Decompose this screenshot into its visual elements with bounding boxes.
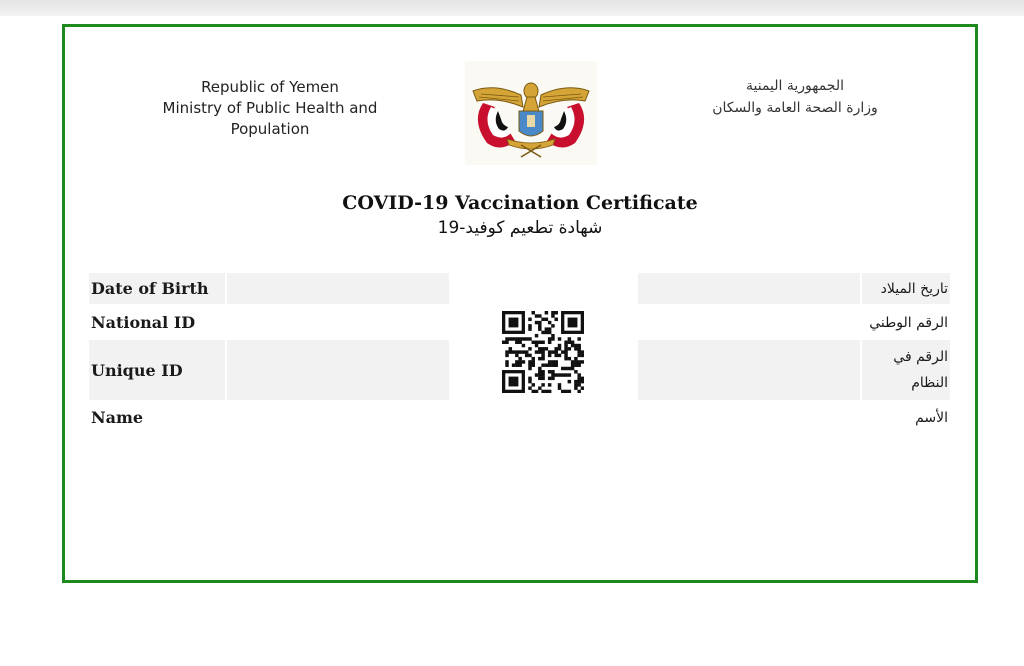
dob-label-en: Date of Birth (89, 273, 225, 304)
dob-label-ar: تاريخ الميلاد (862, 273, 950, 304)
header-en-country: Republic of Yemen (201, 78, 339, 96)
header-en-ministry-cont: Population (230, 120, 310, 138)
window-top-bar (0, 0, 1024, 16)
unique-id-label-ar-line1: الرقم في (893, 349, 948, 365)
unique-id-label-ar (862, 340, 950, 400)
national-id-label-en: National ID (91, 313, 196, 332)
header-english (160, 77, 380, 140)
unique-id-value-field (227, 340, 449, 400)
certificate-title-ar: شهادة تطعيم كوفيد-19 (437, 218, 603, 238)
qr-code-icon (502, 311, 584, 393)
header-arabic (665, 75, 925, 119)
unique-id-label-ar-line2: النظام (911, 375, 948, 391)
certificate-frame (62, 24, 978, 583)
dob-value-field (227, 273, 449, 304)
name-label-en: Name (91, 408, 144, 427)
unique-id-value-field-ar (638, 340, 860, 400)
header-ar-country: الجمهورية اليمنية (745, 78, 844, 94)
name-label-ar: الأسم (915, 409, 948, 426)
unique-id-label-en: Unique ID (89, 340, 225, 400)
header-en-ministry: Ministry of Public Health and (162, 99, 378, 117)
national-id-label-ar: الرقم الوطني (869, 314, 948, 331)
dob-value-field-ar (638, 273, 860, 304)
header-ar-ministry: وزارة الصحة العامة والسكان (712, 100, 878, 116)
certificate-title-en: COVID-19 Vaccination Certificate (342, 192, 698, 214)
yemen-coat-of-arms-icon (465, 61, 597, 165)
